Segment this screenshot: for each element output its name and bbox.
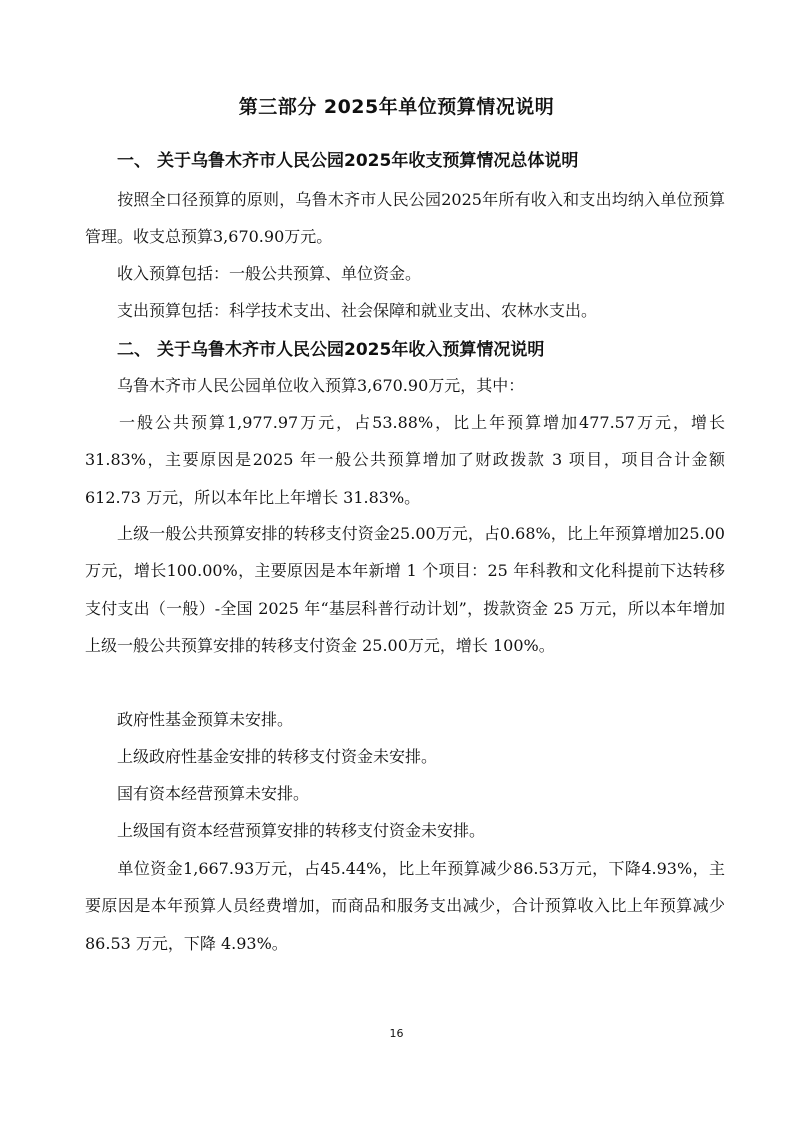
paragraph xyxy=(85,812,725,849)
paragraph-text: 政府性基金预算未安排。 xyxy=(117,710,294,729)
paragraph-text: 单位资金1,667.93万元，占45.44%，比上年预算减少86.53万元，下降4.93%，主要原因是本年预算人员经费增加，而商品和服务支出减少，合计预算收入比上年预算减少 86.53 万元，下降 4.93%。 xyxy=(85,859,725,953)
paragraph-text: 支出预算包括：科学技术支出、社会保障和就业支出、农林水支出。 xyxy=(117,301,598,320)
paragraph-text: 一般公共预算1,977.97万元，占53.88%，比上年预算增加477.57万元，增长31.83%，主要原因是2025 年一般公共预算增加了财政拨款 3 项目，项目合计金额 612.73 万元，所以本年比上年增长 31.83%。 xyxy=(85,413,725,507)
paragraph-text: 按照全口径预算的原则，乌鲁木齐市人民公园2025年所有收入和支出均纳入单位预算管理。收支总预算3,670.90万元。 xyxy=(85,190,725,247)
paragraph xyxy=(85,255,725,292)
paragraph xyxy=(85,775,725,812)
section-number-1: 一、 xyxy=(117,151,151,171)
section-number-2: 二、 xyxy=(117,340,151,360)
paragraph-text: 乌鲁木齐市人民公园单位收入预算3,670.90万元，其中： xyxy=(117,376,525,395)
paragraph xyxy=(85,701,725,738)
paragraph xyxy=(85,850,725,962)
paragraph-text: 上级政府性基金安排的转移支付资金未安排。 xyxy=(117,747,438,766)
paragraph xyxy=(85,404,725,516)
section-heading-1 xyxy=(117,149,578,173)
paragraph xyxy=(85,515,725,665)
paragraph-text: 国有资本经营预算未安排。 xyxy=(117,784,310,803)
section-title-1: 关于乌鲁木齐市人民公园2025年收支预算情况总体说明 xyxy=(157,151,579,171)
page-title: 第三部分 2025年单位预算情况说明 xyxy=(238,96,555,118)
page-number: 16 xyxy=(389,1027,404,1040)
section-title-2: 关于乌鲁木齐市人民公园2025年收入预算情况说明 xyxy=(157,340,545,360)
section-heading-2 xyxy=(117,338,544,362)
paragraph xyxy=(85,738,725,775)
paragraph-text: 上级一般公共预算安排的转移支付资金25.00万元，占0.68%，比上年预算增加25.00万元，增长100.00%，主要原因是本年新增 1 个项目：25 年科教和文化科提前下达转移支付支出（一般）-全国 2025 年“基层科普行动计划”，拨款资金 25 万元，所以本年增加上级一般公共预算安排的转移支付资金 25.00万元，增长 100%。 xyxy=(85,524,725,656)
paragraph-text: 收入预算包括：一般公共预算、单位资金。 xyxy=(117,264,422,283)
paragraph xyxy=(85,181,725,256)
paragraph xyxy=(85,367,725,404)
paragraph xyxy=(85,292,725,329)
paragraph-text: 上级国有资本经营预算安排的转移支付资金未安排。 xyxy=(117,821,486,840)
